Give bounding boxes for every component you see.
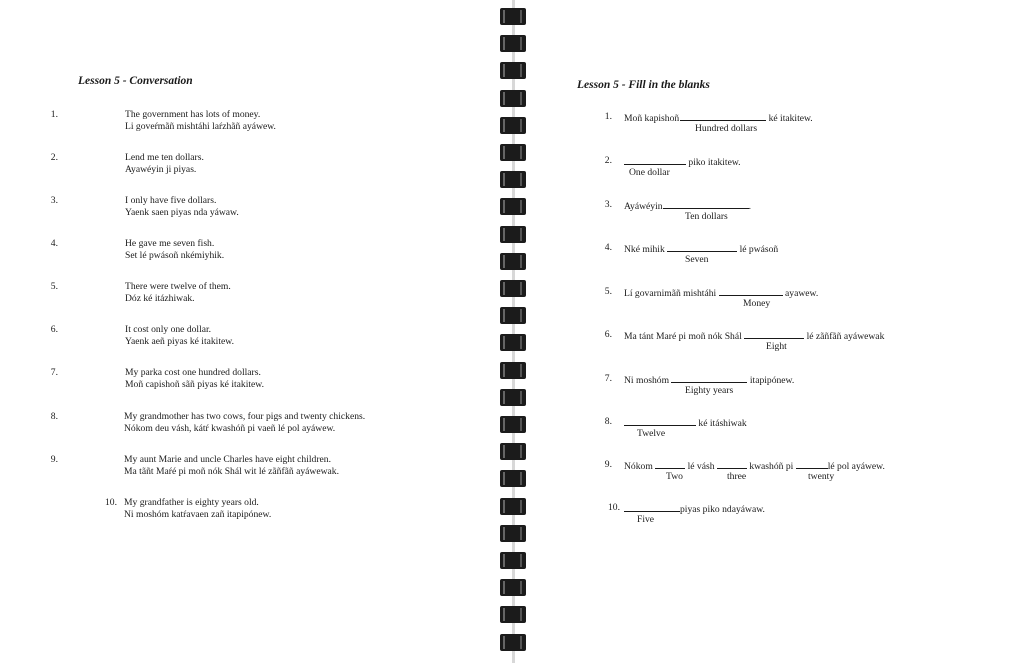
binding-ring	[500, 334, 526, 351]
blank-hint: Eighty years	[685, 385, 734, 396]
binding-ring	[500, 470, 526, 487]
sentence-before: Ni moshóm	[624, 375, 670, 386]
binding-ring	[500, 171, 526, 188]
sentence-after: ayawew.	[785, 288, 819, 299]
item-number: 9.	[50, 454, 58, 465]
binding-ring	[500, 226, 526, 243]
item-number: 1.	[604, 111, 612, 122]
item-number: 4.	[50, 238, 58, 249]
item-number: 3.	[50, 195, 58, 206]
blank-hint: Ten dollars	[685, 211, 728, 222]
binding-ring	[500, 552, 526, 569]
blank-hint: Twelve	[637, 428, 666, 439]
item-number: 2.	[50, 152, 58, 163]
item-number: 10.	[105, 497, 117, 508]
binding-ring	[500, 8, 526, 25]
blank[interactable]	[796, 459, 828, 469]
blank[interactable]	[719, 286, 783, 296]
item-number: 1.	[50, 109, 58, 120]
sentence-after: lé pwásoñ	[739, 244, 779, 255]
sentence-after: ké itáshiwak	[698, 418, 747, 429]
blank[interactable]	[671, 373, 747, 383]
item-number: 10.	[608, 502, 620, 513]
blank[interactable]	[744, 329, 804, 339]
binding-ring	[500, 362, 526, 379]
binding-ring	[500, 443, 526, 460]
michif-sentence: Li goveŕmãñ mishtáhi laŕzhãñ ayáwew.	[125, 121, 276, 132]
sentence-after: piko itakitew.	[688, 157, 741, 168]
binding-ring	[500, 117, 526, 134]
english-sentence: The government has lots of money.	[125, 109, 261, 120]
blank[interactable]	[624, 502, 680, 512]
item-number: 7.	[604, 373, 612, 384]
item-number: 5.	[50, 281, 58, 292]
binding-ring	[500, 389, 526, 406]
fill-blanks-title: Lesson 5 - Fill in the blanks	[577, 79, 710, 91]
sentence-after: itapipónew.	[749, 375, 795, 386]
sentence-part: Nókom	[624, 461, 653, 472]
sentence-before: Moñ kapishoñ	[624, 113, 680, 124]
michif-sentence: Set lé pwásoñ nkémiyhik.	[125, 250, 225, 261]
blank[interactable]	[717, 459, 747, 469]
sentence-after: piyas piko ndayáwaw.	[680, 504, 765, 515]
blank[interactable]	[680, 111, 766, 121]
item-number: 6.	[50, 324, 58, 335]
blank[interactable]	[624, 155, 686, 165]
michif-sentence: Ni moshóm katŕavaen zañ itapipónew.	[124, 509, 272, 520]
english-sentence: Lend me ten dollars.	[125, 152, 204, 163]
item-number: 5.	[604, 286, 612, 297]
binding-ring	[500, 416, 526, 433]
blank-hint: Seven	[685, 254, 709, 265]
blank-hint: Money	[743, 298, 771, 309]
blank-hint: Eight	[766, 341, 787, 352]
english-sentence: He gave me seven fish.	[125, 238, 215, 249]
fill-sentence	[624, 286, 818, 300]
sentence-part: lé pol ayáwew.	[827, 461, 885, 472]
blank-hint: Five	[637, 514, 655, 525]
sentence-part: kwashóñ pi	[749, 461, 794, 472]
binding-ring	[500, 144, 526, 161]
blank[interactable]	[655, 459, 685, 469]
english-sentence: My parka cost one hundred dollars.	[125, 367, 261, 378]
binding-ring	[500, 62, 526, 79]
blank[interactable]	[663, 199, 749, 209]
english-sentence: I only have five dollars.	[125, 195, 217, 206]
left-page	[0, 0, 490, 663]
item-number: 3.	[604, 199, 612, 210]
michif-sentence: Ma tãñt Maŕé pi moñ nók Shál wit lé zãñfãñ ayáwewak.	[124, 466, 339, 477]
blank-hint: One dollar	[629, 167, 670, 178]
michif-sentence: Ayawéyin ji piyas.	[125, 164, 197, 175]
sentence-before: Lí govarnimãñ mishtáhi	[624, 288, 717, 299]
item-number: 7.	[50, 367, 58, 378]
binding-ring	[500, 579, 526, 596]
binding-ring	[500, 90, 526, 107]
sentence-before: Ma tánt Maré pi moñ nók Shál	[624, 331, 742, 342]
sentence-before: Nké mihik	[624, 244, 665, 255]
michif-sentence: Yaenk saen piyas nda yáwaw.	[125, 207, 239, 218]
fill-sentence	[624, 459, 885, 473]
binding-ring	[500, 498, 526, 515]
binding-ring	[500, 253, 526, 270]
blank[interactable]	[667, 242, 737, 252]
english-sentence: My aunt Marie and uncle Charles have eight children.	[124, 454, 331, 465]
sentence-after: .	[748, 201, 751, 212]
english-sentence: My grandfather is eighty years old.	[124, 497, 259, 508]
item-number: 6.	[604, 329, 612, 340]
blank-hint: twenty	[808, 471, 835, 482]
michif-sentence: Dóz ké itázhiwak.	[125, 293, 195, 304]
english-sentence: There were twelve of them.	[125, 281, 231, 292]
item-number: 8.	[50, 411, 58, 422]
item-number: 4.	[604, 242, 612, 253]
conversation-title: Lesson 5 - Conversation	[78, 75, 193, 87]
right-page	[530, 0, 1024, 663]
blank-hint: Two	[666, 471, 683, 482]
sentence-after: lé zãñfãñ ayáwewak	[806, 331, 885, 342]
blank-hint: three	[727, 471, 747, 482]
binding-ring	[500, 634, 526, 651]
binding-ring	[500, 307, 526, 324]
sentence-after: ké itakitew.	[768, 113, 813, 124]
fill-sentence	[624, 329, 884, 343]
blank-hint: Hundred dollars	[695, 123, 758, 134]
binding-ring	[500, 280, 526, 297]
binding-ring	[500, 606, 526, 623]
item-number: 9.	[604, 459, 612, 470]
sentence-part: lé vásh	[687, 461, 715, 472]
sentence-before: Ayáwéyin	[624, 201, 663, 212]
binding-ring	[500, 198, 526, 215]
michif-sentence: Yaenk aeñ piyas ké itakitew.	[125, 336, 234, 347]
binding-ring	[500, 525, 526, 542]
blank[interactable]	[624, 416, 696, 426]
michif-sentence: Moñ capishoñ sãñ piyas ké itakitew.	[125, 379, 264, 390]
item-number: 2.	[604, 155, 612, 166]
michif-sentence: Nókom deu vásh, kátŕ kwashóñ pi vaeñ lé pol ayáwew.	[124, 423, 336, 434]
item-number: 8.	[604, 416, 612, 427]
english-sentence: It cost only one dollar.	[125, 324, 212, 335]
binding-ring	[500, 35, 526, 52]
spiral-binding	[496, 0, 532, 663]
english-sentence: My grandmother has two cows, four pigs and twenty chickens.	[124, 411, 366, 422]
